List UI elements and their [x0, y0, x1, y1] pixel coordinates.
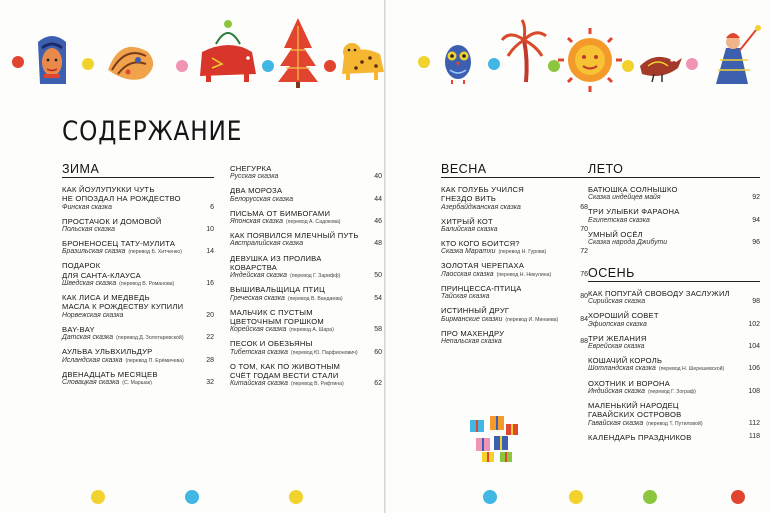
entry-translator: (перевод Б. Хитченко) — [128, 249, 182, 256]
entry-origin-text: Бирманские сказки — [441, 315, 503, 323]
entry-page-number: 80 — [580, 293, 588, 301]
toc-entry[interactable] — [441, 217, 588, 235]
entry-title: КТО КОГО БОИТСЯ? — [441, 239, 520, 249]
entry-origin-text: Шотландская сказка — [588, 365, 656, 373]
toc-entry[interactable] — [62, 325, 214, 343]
owl-icon — [445, 45, 471, 84]
entry-origin — [441, 204, 568, 213]
toc-entry[interactable] — [230, 231, 382, 249]
entry-page-number: 118 — [748, 433, 760, 441]
entry-page-number: 96 — [752, 239, 760, 247]
toc-entry[interactable] — [588, 401, 760, 428]
entry-title: BAY-BAY — [62, 324, 95, 334]
entry-page-number: 54 — [374, 294, 382, 302]
entry-origin-text: Еврейская сказка — [588, 343, 645, 351]
entry-title: КАК ЛИСА И МЕДВЕДЬ МАСЛА К РОЖДЕСТВУ КУПИЛИ — [62, 293, 184, 312]
entry-origin — [588, 388, 740, 397]
entry-origin-text: Шведская сказка — [62, 280, 117, 288]
entry-origin-text: Гавайская сказка — [588, 419, 644, 427]
entry-page-number: 106 — [748, 365, 760, 373]
entry-origin — [588, 298, 740, 307]
entry-title: ПЕСОК И ОБЕЗЬЯНЫ — [230, 339, 313, 349]
entry-page-number: 44 — [374, 195, 382, 203]
toc-entry[interactable] — [230, 285, 382, 303]
entry-translator: (С. Маршак) — [122, 379, 152, 386]
entry-title: МАЛЬЧИК С ПУСТЫМ ЦВЕТОЧНЫМ ГОРШКОМ — [230, 307, 324, 326]
toc-entry[interactable] — [62, 293, 214, 320]
entry-origin — [62, 379, 194, 388]
toc-entry[interactable] — [230, 254, 382, 281]
section-heading-spring: ВЕСНА — [441, 162, 588, 178]
entry-page-number: 68 — [580, 203, 588, 211]
toc-entry[interactable] — [441, 306, 588, 324]
entry-origin — [230, 218, 362, 227]
entry-origin-text: Австралийская сказка — [230, 240, 304, 248]
entry-title: МАЛЕНЬКИЙ НАРОДЕЦ ГАВАЙСКИХ ОСТРОВОВ — [588, 400, 682, 420]
toc-entry[interactable] — [588, 230, 760, 248]
entry-title: ТРИ ЖЕЛАНИЯ — [588, 333, 647, 343]
entry-origin — [230, 295, 362, 304]
gift-boxes-icon — [466, 412, 522, 464]
entry-origin-text: Сказка народа Джибути — [588, 239, 668, 247]
entry-title: АУЛЬВА УЛЬВХИЛЬДУР — [62, 347, 153, 357]
entry-origin-text: Белорусская сказка — [230, 195, 294, 203]
entry-origin-text: Непальская сказка — [441, 337, 502, 345]
entry-origin-text: Египетская сказка — [588, 216, 650, 224]
entry-translator: (перевод Д. Золотаревской) — [116, 335, 184, 342]
toc-entry[interactable] — [588, 207, 760, 225]
entry-page-number: 102 — [748, 320, 760, 328]
entry-origin-text: Датская сказка — [62, 334, 114, 342]
toc-entry[interactable] — [62, 347, 214, 365]
entry-page-number: 32 — [206, 378, 214, 386]
entry-page-number: 112 — [748, 419, 760, 427]
toc-entry[interactable] — [441, 239, 588, 257]
toc-entry[interactable] — [588, 356, 760, 374]
entry-title: КАК ПОПУГАЙ СВОБОДУ ЗАСЛУЖИЛ — [588, 289, 730, 298]
autumn-column — [588, 266, 760, 446]
entry-origin — [588, 239, 740, 248]
toc-entry[interactable] — [588, 185, 760, 203]
toc-entry[interactable] — [230, 209, 382, 227]
left-page — [0, 0, 384, 513]
toc-entry[interactable] — [230, 186, 382, 204]
section-heading-autumn: ОСЕНЬ — [588, 266, 760, 282]
entry-origin-text: Китайская сказка — [230, 380, 289, 388]
entry-origin-text: Норвежская сказка — [62, 311, 124, 319]
toc-entry[interactable] — [62, 239, 214, 257]
entry-origin — [441, 248, 568, 257]
entry-title: КАК ЙОУЛУПУККИ ЧУТЬ НЕ ОПОЗДАЛ НА РОЖДЕСТВО — [62, 185, 181, 204]
entry-origin — [230, 349, 362, 358]
entry-translator: (перевод Н. Гурова) — [498, 249, 547, 256]
left-bottom-dots — [0, 483, 384, 513]
entry-translator: (перевод Г. Зограф) — [648, 388, 696, 395]
entry-page-number: 72 — [580, 248, 588, 256]
toc-entry[interactable] — [230, 164, 382, 182]
entry-title: ХИТРЫЙ КОТ — [441, 216, 493, 226]
toc-entry[interactable] — [588, 379, 760, 397]
entry-origin-text: Сирийская сказка — [588, 298, 646, 306]
entry-translator: (перевод Т. Путиловой) — [646, 420, 703, 427]
entry-origin — [230, 173, 362, 182]
entry-page-number: 22 — [206, 334, 214, 342]
entry-page-number: 58 — [374, 326, 382, 334]
entry-origin-text: Индийская сказка — [588, 387, 645, 395]
entry-title: ДЕВУШКА ИЗ ПРОЛИВА КОВАРСТВА — [230, 253, 322, 272]
entry-title: БАТЮШКА СОЛНЫШКО — [588, 185, 678, 194]
toc-entry[interactable] — [62, 185, 214, 212]
bull-icon — [200, 20, 256, 82]
section-heading-summer: ЛЕТО — [588, 162, 760, 178]
entry-title: КАК ГОЛУБЬ УЧИЛСЯ ГНЕЗДО ВИТЬ — [441, 185, 524, 204]
entry-page-number: 84 — [580, 315, 588, 323]
toc-entry[interactable] — [62, 370, 214, 388]
tribal-face-icon — [38, 36, 66, 84]
entry-origin — [588, 321, 740, 330]
entry-origin-text: Исландская сказка — [62, 356, 123, 364]
entry-origin — [230, 196, 362, 205]
entry-origin-text: Словацкая сказка — [62, 378, 120, 386]
entry-page-number: 16 — [206, 280, 214, 288]
entry-page-number: 70 — [580, 225, 588, 233]
entry-title: КАК ПОЯВИЛСЯ МЛЕЧНЫЙ ПУТЬ — [230, 231, 359, 241]
entry-title: ИСТИННЫЙ ДРУГ — [441, 306, 510, 316]
entry-origin — [441, 293, 568, 302]
entry-title: ВЫШИВАЛЬЩИЦА ПТИЦ — [230, 285, 326, 295]
entry-origin — [230, 240, 362, 249]
entry-title: О ТОМ, КАК ПО ЖИВОТНЫМ СЧЁТ ГОДАМ ВЕСТИ СТАЛИ — [230, 361, 341, 381]
entry-title: ПРИНЦЕССА-ПТИЦА — [441, 283, 522, 293]
entry-page-number: 88 — [580, 337, 588, 345]
entry-page-number: 40 — [374, 173, 382, 181]
entry-page-number: 46 — [374, 218, 382, 226]
entry-translator: (перевод П. Ерёмичева) — [125, 357, 184, 364]
entry-page-number: 104 — [748, 343, 760, 351]
toc-entry[interactable] — [588, 289, 760, 307]
entry-origin — [62, 280, 194, 289]
toc-entry[interactable] — [588, 334, 760, 352]
entry-title: КОШАЧИЙ КОРОЛЬ — [588, 356, 663, 366]
entry-origin — [441, 338, 568, 347]
entry-origin-text: Балийская сказка — [441, 225, 498, 233]
entry-origin-text: Тибетская сказка — [230, 348, 288, 356]
entry-origin — [62, 312, 194, 321]
entry-page-number: 6 — [210, 203, 214, 211]
toc-entry[interactable] — [230, 362, 382, 389]
entry-origin — [588, 365, 740, 374]
entry-page-number: 10 — [206, 225, 214, 233]
winter-column — [62, 162, 214, 392]
toc-entry[interactable] — [62, 261, 214, 288]
entry-origin — [441, 226, 568, 235]
entry-origin-text: Лаосская сказка — [441, 270, 494, 278]
entry-origin-text: Тайская сказка — [441, 293, 490, 301]
entry-title: ПИСЬМА ОТ БИМБОГАМИ — [230, 208, 331, 218]
entry-title: КАЛЕНДАРЬ ПРАЗДНИКОВ — [588, 432, 692, 442]
musician-icon — [716, 25, 761, 84]
entry-origin-text: Индейская сказка — [230, 272, 287, 280]
toc-entry[interactable] — [588, 433, 760, 442]
entry-title: ПРО МАХЕНДРУ — [441, 328, 505, 338]
section-heading-winter: ЗИМА — [62, 162, 214, 178]
toc-entry[interactable] — [441, 329, 588, 347]
entry-page-number: 48 — [374, 240, 382, 248]
entry-title: ПОДАРОК ДЛЯ САНТА-КЛАУСА — [62, 261, 141, 280]
entry-title: БРОНЕНОСЕЦ ТАТУ-МУЛИТА — [62, 239, 176, 249]
entry-translator: (перевод А. Садокова) — [285, 219, 341, 226]
entry-origin — [62, 334, 194, 343]
entry-origin-text: Азербайджанская сказка — [441, 203, 521, 211]
left-decoration-row — [0, 0, 384, 100]
entry-origin — [230, 326, 362, 335]
right-decoration-row — [386, 0, 770, 100]
entry-translator: (перевод Г. Зарифф) — [290, 273, 341, 280]
entry-title: ЗОЛОТАЯ ЧЕРЕПАХА — [441, 261, 525, 271]
entry-origin-text: Польская сказка — [62, 225, 115, 233]
toc-entry[interactable] — [588, 311, 760, 329]
entry-origin — [230, 272, 362, 281]
palm-tree-icon — [502, 20, 546, 82]
entry-page-number: 50 — [374, 272, 382, 280]
entry-origin — [588, 420, 740, 429]
entry-page-number: 108 — [748, 387, 760, 395]
entry-title: ДВА МОРОЗА — [230, 186, 283, 196]
entry-page-number: 94 — [752, 216, 760, 224]
entry-page-number: 98 — [752, 298, 760, 306]
entry-origin — [588, 343, 740, 352]
entry-origin-text: Сказка индейцев майя — [588, 194, 661, 202]
entry-origin — [441, 316, 568, 325]
entry-origin-text: Греческая сказка — [230, 294, 285, 302]
entry-translator: (перевод Н. Шерешевской) — [658, 366, 725, 373]
entry-translator: (перевод В. Романова) — [119, 281, 175, 288]
entry-page-number: 92 — [752, 194, 760, 202]
sun-face-icon — [558, 28, 622, 92]
toc-entry[interactable] — [441, 185, 588, 212]
entry-title: ОХОТНИК И ВОРОНА — [588, 378, 671, 388]
entry-translator: (перевод В. Рифтина) — [291, 381, 344, 388]
pine-tree-icon — [278, 18, 318, 88]
entry-origin — [441, 271, 568, 280]
summer-column — [588, 162, 760, 252]
page-title: СОДЕРЖАНИЕ — [62, 116, 243, 147]
right-bottom-dots — [386, 483, 770, 513]
right-page — [386, 0, 770, 513]
entry-title: ХОРОШИЙ СОВЕТ — [588, 311, 659, 321]
entry-page-number: 60 — [374, 348, 382, 356]
entry-origin-text: Русская сказка — [230, 173, 279, 181]
entry-origin — [62, 357, 194, 366]
entry-page-number: 28 — [206, 356, 214, 364]
entry-translator: (перевод Ю. Парфионович) — [290, 349, 358, 356]
toc-entry[interactable] — [230, 308, 382, 335]
entry-title: ПРОСТАЧОК И ДОМОВОЙ — [62, 216, 162, 226]
entry-origin-text: Японская сказка — [230, 218, 283, 226]
entry-page-number: 20 — [206, 311, 214, 319]
seashell-icon — [108, 47, 153, 80]
leopard-icon — [342, 43, 384, 80]
entry-origin-text: Сказка Маратхи — [441, 248, 496, 256]
entry-title: ТРИ УЛЫБКИ ФАРАОНА — [588, 207, 680, 217]
entry-page-number: 14 — [206, 248, 214, 256]
spring-column — [441, 162, 588, 351]
entry-page-number: 76 — [580, 270, 588, 278]
toc-entry[interactable] — [441, 261, 588, 279]
entry-translator: (перевод А. Шара) — [289, 327, 334, 334]
entry-translator: (перевод И. Минаева) — [505, 316, 559, 323]
toc-entry[interactable] — [62, 217, 214, 235]
entry-origin — [588, 194, 740, 203]
entry-origin — [62, 226, 194, 235]
entry-origin-text: Эфиопская сказка — [588, 320, 647, 328]
entry-origin-text: Финская сказка — [62, 203, 112, 211]
entry-title: ДВЕНАДЦАТЬ МЕСЯЦЕВ — [62, 369, 158, 379]
entry-origin — [588, 217, 740, 226]
toc-entry[interactable] — [441, 284, 588, 302]
entry-origin — [62, 204, 194, 213]
entry-title: СНЕГУРКА — [230, 164, 272, 173]
entry-translator: (перевод В. Вандаева) — [287, 295, 343, 302]
entry-origin — [62, 248, 194, 257]
entry-title: УМНЫЙ ОСЁЛ — [588, 229, 643, 239]
entry-translator: (перевод Н. Никулина) — [496, 271, 552, 278]
winter-column-continued — [230, 164, 382, 393]
entry-page-number: 62 — [374, 380, 382, 388]
entry-origin-text: Бразильская сказка — [62, 248, 126, 256]
entry-origin-text: Корейская сказка — [230, 326, 287, 334]
entry-origin — [230, 380, 362, 389]
bird-icon — [640, 57, 682, 82]
toc-entry[interactable] — [230, 339, 382, 357]
